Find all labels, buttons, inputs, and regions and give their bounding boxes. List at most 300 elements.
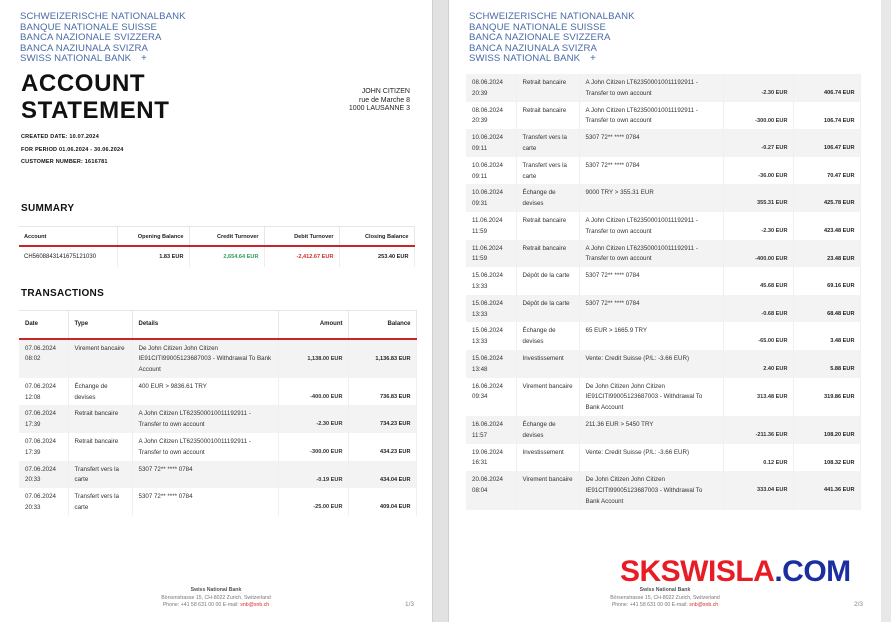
transaction-row — [466, 350, 860, 378]
transaction-amount — [278, 405, 348, 433]
transaction-amount-text: 355.31 EUR — [757, 200, 788, 207]
transaction-balance — [348, 488, 416, 516]
transaction-date-text: 08.06.2024 — [472, 79, 503, 86]
transaction-amount-text: -65.00 EUR — [758, 338, 788, 345]
transaction-balance-text: 70.47 EUR — [827, 172, 855, 179]
transaction-time: 11:59 — [472, 255, 488, 263]
transaction-amount-text: -300.00 EUR — [755, 117, 788, 124]
transaction-date-text: 15.06.2024 — [472, 272, 503, 280]
transaction-amount-text: -25.00 EUR — [313, 504, 343, 511]
transaction-row — [466, 378, 860, 416]
transaction-balance-text: 106.74 EUR — [824, 117, 855, 124]
bank-name-de: SCHWEIZERISCHE NATIONALBANK — [20, 11, 186, 22]
transaction-details-text: 5307 72** **** 0784 — [585, 272, 640, 280]
transaction-balance — [348, 461, 416, 489]
summary-account: CH5608843141675121030 — [19, 246, 117, 267]
summary-header-closing: Closing Balance — [339, 227, 414, 246]
transaction-date — [466, 240, 516, 268]
transaction-amount-text: 333.04 EUR — [757, 487, 788, 494]
transaction-type — [68, 378, 132, 406]
transaction-balance — [793, 212, 860, 240]
transaction-date — [19, 461, 68, 489]
transaction-time: 13:33 — [472, 310, 488, 318]
summary-debit: -2,412.67 EUR — [264, 246, 339, 267]
transaction-type — [516, 212, 579, 240]
transaction-details — [579, 471, 723, 509]
transaction-amount — [723, 240, 793, 268]
customer-number: CUSTOMER NUMBER: 1616781 — [21, 159, 108, 165]
transaction-date — [466, 471, 516, 509]
transaction-balance-text: 423.48 EUR — [824, 227, 855, 234]
transaction-row — [466, 416, 860, 444]
summary-title: SUMMARY — [21, 203, 75, 214]
transaction-details-text: Vente: Credit Suisse (P/L: -3.66 EUR) — [585, 354, 690, 362]
transaction-details — [579, 157, 723, 185]
transaction-date — [466, 212, 516, 240]
transactions-table-page-1 — [19, 310, 417, 516]
transaction-date-text: 16.06.2024 — [472, 420, 503, 428]
transaction-amount — [723, 295, 793, 323]
transaction-date-text: 16.06.2024 — [472, 382, 503, 390]
transaction-amount — [723, 129, 793, 157]
transaction-date — [19, 378, 68, 406]
transaction-date — [466, 157, 516, 185]
transaction-amount-text: 1,138.00 EUR — [307, 355, 343, 362]
transaction-balance — [348, 433, 416, 461]
transaction-details — [579, 129, 723, 157]
transaction-amount-text: -400.00 EUR — [310, 393, 343, 400]
transaction-amount-text: -0.27 EUR — [761, 145, 788, 152]
transaction-row — [466, 322, 860, 350]
transaction-balance-text: 406.74 EUR — [824, 90, 855, 96]
transactions-header-row — [19, 311, 416, 339]
summary-opening: 1.83 EUR — [117, 246, 189, 267]
transaction-balance — [793, 102, 860, 130]
transaction-date-text: 20.06.2024 — [472, 476, 503, 484]
transaction-type — [516, 295, 579, 323]
header-date: Date — [19, 311, 68, 339]
transaction-details — [132, 405, 278, 433]
transaction-balance — [793, 184, 860, 212]
transaction-details-text: A John Citizen LT623500010011192911 - Transfer to own account — [138, 410, 251, 429]
transaction-row — [19, 405, 416, 433]
transaction-balance-text: 425.78 EUR — [824, 200, 855, 207]
transaction-row — [466, 267, 860, 295]
transaction-type-text: Échange de devises — [522, 420, 556, 439]
transaction-type-text: Transfert vers la carte — [74, 493, 119, 512]
transaction-date — [466, 129, 516, 157]
transaction-type — [516, 444, 579, 472]
transaction-type — [516, 322, 579, 350]
transaction-time: 09:11 — [472, 172, 488, 180]
transaction-amount — [723, 350, 793, 378]
transaction-row — [466, 102, 860, 130]
transaction-amount — [278, 488, 348, 516]
transaction-date-text: 10.06.2024 — [472, 161, 503, 169]
transaction-date — [19, 405, 68, 433]
transaction-time: 20:39 — [472, 89, 488, 97]
transaction-row — [19, 378, 416, 406]
transaction-amount — [278, 378, 348, 406]
transaction-balance-text: 5.88 EUR — [830, 365, 855, 372]
transaction-balance — [793, 350, 860, 378]
transaction-row — [466, 157, 860, 185]
transaction-date-text: 10.06.2024 — [472, 189, 503, 197]
transaction-date-text: 11.06.2024 — [472, 244, 503, 252]
transaction-type-text: Transfert vers la carte — [522, 134, 567, 152]
footer-address: Börsenstrasse 15, CH-8022 Zurich, Switzerland — [161, 594, 271, 601]
bank-name-it: BANCA NAZIONALE SVIZZERA — [469, 32, 611, 44]
transaction-date-text: 15.06.2024 — [472, 299, 503, 307]
page-footer — [0, 587, 432, 610]
transaction-amount — [723, 416, 793, 444]
transaction-row — [466, 444, 860, 472]
transaction-amount — [723, 212, 793, 240]
transaction-date-text: 19.06.2024 — [472, 448, 503, 456]
title-line-1: ACCOUNT — [21, 70, 146, 97]
transaction-date — [19, 433, 68, 461]
transaction-type — [68, 405, 132, 433]
transaction-type-text: Retrait bancaire — [522, 216, 567, 224]
summary-closing: 253.40 EUR — [339, 246, 414, 267]
transaction-balance — [348, 339, 416, 378]
transaction-details — [579, 184, 723, 212]
transaction-type-text: Virement bancaire — [522, 476, 573, 484]
header-balance: Balance — [348, 311, 416, 339]
transaction-time: 20:33 — [25, 476, 41, 484]
transaction-amount — [723, 322, 793, 350]
created-date: CREATED DATE: 10.07.2024 — [21, 134, 99, 140]
transaction-date — [466, 102, 516, 130]
transaction-time: 13:33 — [472, 282, 488, 290]
transaction-row — [19, 488, 416, 516]
transaction-time: 13:48 — [472, 365, 488, 373]
transaction-details — [579, 378, 723, 416]
transaction-details-text: 5307 72** **** 0784 — [585, 161, 640, 169]
transaction-details-text: 5307 72** **** 0784 — [585, 299, 640, 307]
transaction-amount — [723, 157, 793, 185]
customer-address — [349, 88, 410, 114]
transaction-type-text: Retrait bancaire — [522, 79, 567, 86]
customer-street: rue de Marche 8 — [359, 96, 410, 104]
transaction-time: 09:11 — [472, 144, 488, 152]
transaction-date — [466, 378, 516, 416]
transaction-time: 09:34 — [472, 393, 488, 401]
transaction-time: 08:02 — [25, 355, 41, 363]
transaction-date — [19, 488, 68, 516]
transaction-date — [466, 444, 516, 472]
transaction-type-text: Échange de devises — [522, 189, 556, 208]
transaction-details-text: A John Citizen LT623500010011192911 - Transfer to own account — [138, 438, 251, 456]
header-type: Type — [68, 311, 132, 339]
transaction-balance — [793, 157, 860, 185]
transaction-amount-text: -0.68 EUR — [761, 310, 788, 317]
transaction-date — [466, 322, 516, 350]
page-number: 2/3 — [853, 601, 863, 608]
transaction-amount — [723, 444, 793, 472]
transaction-type-text: Échange de devises — [522, 327, 556, 346]
transaction-balance — [793, 74, 860, 102]
transaction-date-text: 07.06.2024 — [25, 344, 56, 352]
bank-name-fr: BANQUE NATIONALE SUISSE — [20, 21, 158, 33]
transaction-type — [68, 339, 132, 378]
transaction-date — [466, 295, 516, 323]
transaction-details-text: 5307 72** **** 0784 — [138, 493, 193, 501]
transaction-balance — [793, 444, 860, 472]
transaction-row — [466, 295, 860, 323]
transaction-type-text: Investissement — [522, 354, 564, 362]
transaction-balance-text: 108.20 EUR — [824, 431, 855, 438]
header-amount: Amount — [278, 311, 348, 339]
footer-phone: Phone: +41 58 631 00 00 E-mail: — [162, 602, 239, 609]
transaction-date-text: 07.06.2024 — [25, 493, 56, 501]
transaction-amount-text: -2.30 EUR — [761, 90, 788, 96]
transaction-row — [466, 471, 860, 509]
transaction-row — [466, 74, 860, 102]
footer-phone: Phone: +41 58 631 00 00 E-mail: — [611, 602, 688, 609]
transaction-amount — [723, 471, 793, 509]
transaction-balance-text: 3.48 EUR — [830, 338, 855, 345]
swiss-cross-icon: + — [590, 53, 596, 64]
transaction-balance — [793, 129, 860, 157]
transaction-date — [466, 267, 516, 295]
bank-letterhead — [20, 12, 186, 65]
summary-header-account: Account — [19, 227, 117, 246]
transaction-amount — [723, 267, 793, 295]
transaction-amount — [723, 102, 793, 130]
summary-header-row — [19, 227, 414, 246]
transaction-details-text: 5307 72** **** 0784 — [138, 465, 193, 473]
summary-credit: 2,654.64 EUR — [189, 246, 264, 267]
transaction-balance-text: 409.04 EUR — [380, 504, 411, 511]
transaction-type — [516, 184, 579, 212]
transaction-type — [516, 74, 579, 102]
transaction-amount — [723, 74, 793, 102]
transaction-amount-text: 313.48 EUR — [757, 393, 788, 400]
statement-meta — [21, 131, 124, 169]
transaction-type — [68, 433, 132, 461]
transaction-amount-text: 2.40 EUR — [763, 365, 788, 372]
footer-bank-name: Swiss National Bank — [190, 587, 242, 594]
transaction-row — [466, 212, 860, 240]
transaction-details — [579, 295, 723, 323]
transaction-details-text: De John Citizen John Citizen IE91CITI99005123687003 - Withdrawal To Bank Account — [585, 382, 703, 412]
transaction-date-text: 15.06.2024 — [472, 327, 503, 335]
transaction-details — [132, 461, 278, 489]
transaction-row — [19, 433, 416, 461]
transaction-balance — [793, 322, 860, 350]
transaction-time: 20:33 — [25, 504, 41, 512]
transaction-time: 17:39 — [25, 448, 41, 456]
transaction-type-text: Retrait bancaire — [74, 438, 119, 446]
transaction-details — [132, 433, 278, 461]
bank-name-fr: BANQUE NATIONALE SUISSE — [469, 21, 607, 33]
transaction-details — [579, 212, 723, 240]
transaction-date-text: 15.06.2024 — [472, 354, 503, 362]
header-details: Details — [132, 311, 278, 339]
transaction-balance-text: 441.36 EUR — [824, 487, 855, 494]
transaction-details-text: 65 EUR > 1665.9 TRY — [585, 327, 648, 335]
transaction-balance-text: 736.83 EUR — [380, 393, 411, 400]
transaction-balance — [348, 405, 416, 433]
transaction-amount — [723, 378, 793, 416]
transaction-amount — [723, 184, 793, 212]
transaction-details-text: Vente: Credit Suisse (P/L: -3.66 EUR) — [585, 448, 690, 456]
transaction-type-text: Transfert vers la carte — [522, 161, 567, 180]
transaction-details-text: A John Citizen LT623500010011192911 - Transfer to own account — [585, 216, 698, 235]
transaction-details-text: De John Citizen John Citizen IE91CITI99005123687003 - Withdrawal To Bank Account — [138, 344, 272, 374]
transaction-details — [132, 339, 278, 378]
transaction-balance-text: 68.48 EUR — [827, 310, 855, 317]
transaction-amount-text: -0.19 EUR — [316, 476, 343, 483]
transaction-date — [19, 339, 68, 378]
transaction-balance-text: 434.23 EUR — [380, 449, 411, 456]
transaction-amount-text: 45.68 EUR — [760, 283, 788, 290]
transaction-type — [68, 461, 132, 489]
transaction-type — [516, 350, 579, 378]
transaction-details-text: A John Citizen LT623500010011192911 - Transfer to own account — [585, 106, 698, 125]
transaction-balance-text: 23.48 EUR — [827, 255, 855, 262]
transaction-amount — [278, 461, 348, 489]
transaction-row — [466, 129, 860, 157]
bank-name-en: SWISS NATIONAL BANK — [20, 53, 132, 65]
transaction-details — [579, 322, 723, 350]
transaction-date-text: 08.06.2024 — [472, 106, 503, 114]
summary-row — [19, 246, 414, 267]
summary-header-credit: Credit Turnover — [189, 227, 264, 246]
transaction-balance-text: 734.23 EUR — [380, 421, 411, 428]
transactions-title: TRANSACTIONS — [21, 288, 105, 299]
transaction-type-text: Virement bancaire — [522, 382, 573, 390]
transaction-row — [19, 339, 416, 378]
transaction-details — [579, 416, 723, 444]
transaction-type-text: Investissement — [522, 448, 564, 456]
transaction-details — [132, 488, 278, 516]
transaction-balance-text: 108.32 EUR — [824, 459, 855, 466]
transaction-row — [466, 240, 860, 268]
transaction-details — [579, 74, 723, 102]
bank-name-en: SWISS NATIONAL BANK — [469, 53, 581, 65]
transaction-balance-text: 319.86 EUR — [824, 393, 855, 400]
transaction-time: 12:08 — [25, 393, 41, 401]
summary-header-debit: Debit Turnover — [264, 227, 339, 246]
transaction-type — [516, 240, 579, 268]
transaction-date — [466, 184, 516, 212]
title-line-2: STATEMENT — [21, 97, 170, 124]
transaction-balance-text: 69.16 EUR — [827, 283, 855, 290]
transaction-date — [466, 350, 516, 378]
bank-name-de: SCHWEIZERISCHE NATIONALBANK — [469, 11, 635, 22]
transaction-time: 20:39 — [472, 117, 488, 125]
statement-page-1 — [0, 0, 432, 622]
transaction-type — [516, 267, 579, 295]
transaction-time: 13:33 — [472, 338, 488, 346]
transaction-amount — [278, 433, 348, 461]
footer-address: Börsenstrasse 15, CH-8022 Zurich, Switzerland — [610, 594, 720, 601]
footer-email[interactable]: snb@snb.ch — [240, 602, 270, 609]
transaction-details — [579, 240, 723, 268]
transaction-type — [516, 471, 579, 509]
transaction-date — [466, 416, 516, 444]
transaction-details — [579, 350, 723, 378]
transaction-balance — [793, 416, 860, 444]
watermark-part-1: SKSWISLA — [620, 555, 775, 588]
transaction-type — [516, 102, 579, 130]
summary-header-opening: Opening Balance — [117, 227, 189, 246]
bank-letterhead — [469, 12, 635, 65]
transaction-details-text: 211.36 EUR > 5450 TRY — [585, 420, 654, 428]
transaction-details-text: 400 EUR > 9836.61 TRY — [138, 382, 207, 390]
customer-name: JOHN CITIZEN — [361, 88, 410, 95]
transaction-balance — [793, 378, 860, 416]
transaction-balance — [793, 471, 860, 509]
transaction-type-text: Retrait bancaire — [522, 106, 567, 114]
transaction-balance — [348, 378, 416, 406]
transaction-date-text: 07.06.2024 — [25, 382, 56, 390]
transaction-details-text: 9000 TRY > 355.31 EUR — [585, 189, 654, 197]
transaction-date-text: 10.06.2024 — [472, 134, 503, 142]
transaction-row — [19, 461, 416, 489]
transaction-amount-text: -211.36 EUR — [755, 431, 788, 438]
transaction-amount-text: 0.12 EUR — [763, 459, 788, 466]
transaction-type-text: Virement bancaire — [74, 344, 125, 352]
swiss-cross-icon: + — [141, 53, 147, 64]
transaction-balance-text: 434.04 EUR — [380, 476, 411, 483]
transaction-date-text: 07.06.2024 — [25, 410, 56, 418]
page-number: 1/3 — [404, 601, 414, 608]
transaction-date-text: 07.06.2024 — [25, 465, 56, 473]
watermark-part-2: .COM — [774, 555, 851, 588]
transaction-date-text: 11.06.2024 — [472, 216, 503, 224]
transaction-amount-text: -2.30 EUR — [316, 421, 343, 428]
transaction-details — [579, 102, 723, 130]
transaction-time: 11:57 — [472, 431, 488, 439]
page-footer — [449, 587, 881, 610]
bank-name-it: BANCA NAZIONALE SVIZZERA — [20, 32, 162, 44]
footer-bank-name: Swiss National Bank — [639, 587, 691, 594]
transaction-time: 09:31 — [472, 200, 488, 208]
transaction-amount-text: -300.00 EUR — [310, 449, 343, 456]
transaction-details-text: A John Citizen LT623500010011192911 - Transfer to own account — [585, 79, 698, 97]
transaction-type-text: Retrait bancaire — [522, 244, 567, 252]
footer-email[interactable]: snb@snb.ch — [689, 602, 719, 609]
transaction-time: 17:39 — [25, 421, 41, 429]
statement-period: FOR PERIOD 01.06.2024 - 30.06.2024 — [21, 146, 124, 153]
transaction-amount-text: -36.00 EUR — [758, 172, 788, 179]
transaction-type-text: Dépôt de la carte — [522, 299, 570, 307]
transaction-time: 11:59 — [472, 227, 488, 235]
transaction-balance — [793, 267, 860, 295]
bank-name-rm: BANCA NAZIUNALA SVIZRA — [469, 42, 598, 54]
transaction-type-text: Dépôt de la carte — [522, 272, 570, 280]
transaction-type-text: Transfert vers la carte — [74, 465, 119, 484]
transaction-type — [68, 488, 132, 516]
transaction-type — [516, 157, 579, 185]
transaction-balance — [793, 295, 860, 323]
transaction-amount-text: -400.00 EUR — [755, 255, 788, 262]
transaction-details-text: De John Citizen John Citizen IE91CITI99005123687003 - Withdrawal To Bank Account — [585, 476, 703, 505]
transaction-type-text: Retrait bancaire — [74, 410, 119, 418]
transaction-time: 08:04 — [472, 486, 488, 494]
summary-table — [19, 226, 415, 267]
transaction-amount — [278, 339, 348, 378]
customer-city: 1000 LAUSANNE 3 — [348, 105, 410, 112]
transaction-balance — [793, 240, 860, 268]
transaction-type-text: Échange de devises — [74, 382, 108, 401]
transaction-balance-text: 1,136.83 EUR — [375, 355, 411, 362]
transaction-type — [516, 129, 579, 157]
document-title — [21, 70, 170, 124]
